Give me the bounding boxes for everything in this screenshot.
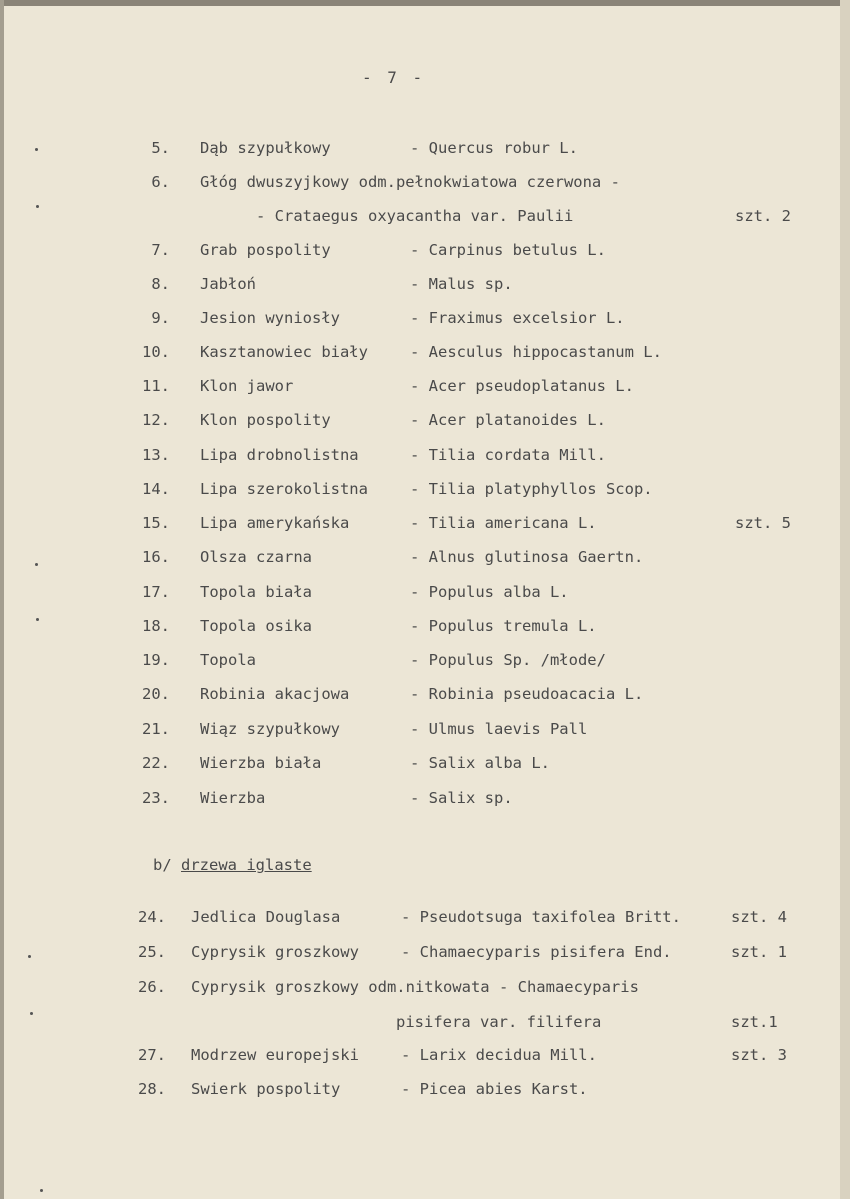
latin-name: - Populus Sp. /młode/: [410, 651, 606, 669]
latin-name: - Ulmus laevis Pall: [410, 720, 588, 738]
scan-speck: [36, 618, 39, 621]
scan-speck: [30, 1012, 33, 1015]
polish-name: Wierzba biała: [200, 754, 322, 772]
polish-name: Lipa amerykańska: [200, 514, 350, 532]
polish-name: - Crataegus oxyacantha var. Paulii: [256, 207, 574, 225]
scan-edge-top: [0, 0, 850, 6]
scan-speck: [40, 1189, 43, 1192]
quantity: szt. 1: [731, 943, 787, 961]
latin-name: - Populus alba L.: [410, 583, 569, 601]
polish-name: pisifera var. filifera: [396, 1013, 602, 1031]
item-number: 5.: [151, 139, 170, 157]
latin-name: - Tilia platyphyllos Scop.: [410, 480, 653, 498]
polish-name: Swierk pospolity: [191, 1080, 341, 1098]
scan-speck: [35, 563, 38, 566]
polish-name: Wiąz szypułkowy: [200, 720, 340, 738]
polish-name: Modrzew europejski: [191, 1046, 359, 1064]
section-heading: [153, 856, 312, 874]
latin-name: - Aesculus hippocastanum L.: [410, 343, 662, 361]
section-prefix: b/: [153, 856, 172, 874]
latin-name: - Tilia cordata Mill.: [410, 446, 606, 464]
polish-name: Jabłoń: [200, 275, 256, 293]
latin-name: - Pseudotsuga taxifolea Britt.: [401, 908, 681, 926]
page-number: - 7 -: [362, 68, 426, 87]
item-number: 6.: [151, 173, 170, 191]
polish-name: Robinia akacjowa: [200, 685, 350, 703]
item-number: 19.: [142, 651, 170, 669]
polish-name: Dąb szypułkowy: [200, 139, 331, 157]
latin-name: - Malus sp.: [410, 275, 513, 293]
latin-name: - Alnus glutinosa Gaertn.: [410, 548, 644, 566]
polish-name: Topola osika: [200, 617, 312, 635]
polish-name: Topola biała: [200, 583, 312, 601]
item-number: 15.: [142, 514, 170, 532]
item-number: 13.: [142, 446, 170, 464]
latin-name: - Tilia americana L.: [410, 514, 597, 532]
section-title: drzewa iglaste: [181, 856, 312, 874]
scan-speck: [35, 148, 38, 151]
latin-name: - Acer platanoides L.: [410, 411, 606, 429]
polish-name: Cyprysik groszkowy odm.nitkowata - Chamaecyparis: [191, 978, 639, 996]
item-number: 20.: [142, 685, 170, 703]
quantity: szt. 5: [735, 514, 791, 532]
item-number: 16.: [142, 548, 170, 566]
latin-name: - Chamaecyparis pisifera End.: [401, 943, 672, 961]
latin-name: - Salix alba L.: [410, 754, 550, 772]
polish-name: Lipa drobnolistna: [200, 446, 359, 464]
latin-name: - Picea abies Karst.: [401, 1080, 588, 1098]
item-number: 25.: [138, 943, 166, 961]
item-number: 14.: [142, 480, 170, 498]
item-number: 27.: [138, 1046, 166, 1064]
item-number: 23.: [142, 789, 170, 807]
item-number: 24.: [138, 908, 166, 926]
polish-name: Topola: [200, 651, 256, 669]
latin-name: - Acer pseudoplatanus L.: [410, 377, 634, 395]
polish-name: Olsza czarna: [200, 548, 312, 566]
scan-edge-left: [0, 0, 4, 1199]
quantity: szt. 2: [735, 207, 791, 225]
polish-name: Cyprysik groszkowy: [191, 943, 359, 961]
item-number: 22.: [142, 754, 170, 772]
quantity: szt.1: [731, 1013, 778, 1031]
item-number: 28.: [138, 1080, 166, 1098]
latin-name: - Fraximus excelsior L.: [410, 309, 625, 327]
polish-name: Kasztanowiec biały: [200, 343, 368, 361]
scan-edge-right: [840, 0, 850, 1199]
quantity: szt. 3: [731, 1046, 787, 1064]
polish-name: Lipa szerokolistna: [200, 480, 368, 498]
polish-name: Jedlica Douglasa: [191, 908, 341, 926]
latin-name: - Carpinus betulus L.: [410, 241, 606, 259]
polish-name: Głóg dwuszyjkowy odm.pełnokwiatowa czerwona -: [200, 173, 620, 191]
latin-name: - Quercus robur L.: [410, 139, 578, 157]
item-number: 21.: [142, 720, 170, 738]
polish-name: Wierzba: [200, 789, 266, 807]
latin-name: - Robinia pseudoacacia L.: [410, 685, 644, 703]
item-number: 8.: [151, 275, 170, 293]
latin-name: - Populus tremula L.: [410, 617, 597, 635]
item-number: 26.: [138, 978, 166, 996]
item-number: 7.: [151, 241, 170, 259]
item-number: 10.: [142, 343, 170, 361]
scan-speck: [36, 205, 39, 208]
item-number: 12.: [142, 411, 170, 429]
polish-name: Jesion wyniosły: [200, 309, 340, 327]
item-number: 17.: [142, 583, 170, 601]
polish-name: Grab pospolity: [200, 241, 331, 259]
latin-name: - Larix decidua Mill.: [401, 1046, 597, 1064]
quantity: szt. 4: [731, 908, 787, 926]
item-number: 9.: [151, 309, 170, 327]
polish-name: Klon jawor: [200, 377, 294, 395]
polish-name: Klon pospolity: [200, 411, 331, 429]
item-number: 11.: [142, 377, 170, 395]
latin-name: - Salix sp.: [410, 789, 513, 807]
item-number: 18.: [142, 617, 170, 635]
scan-speck: [28, 955, 31, 958]
